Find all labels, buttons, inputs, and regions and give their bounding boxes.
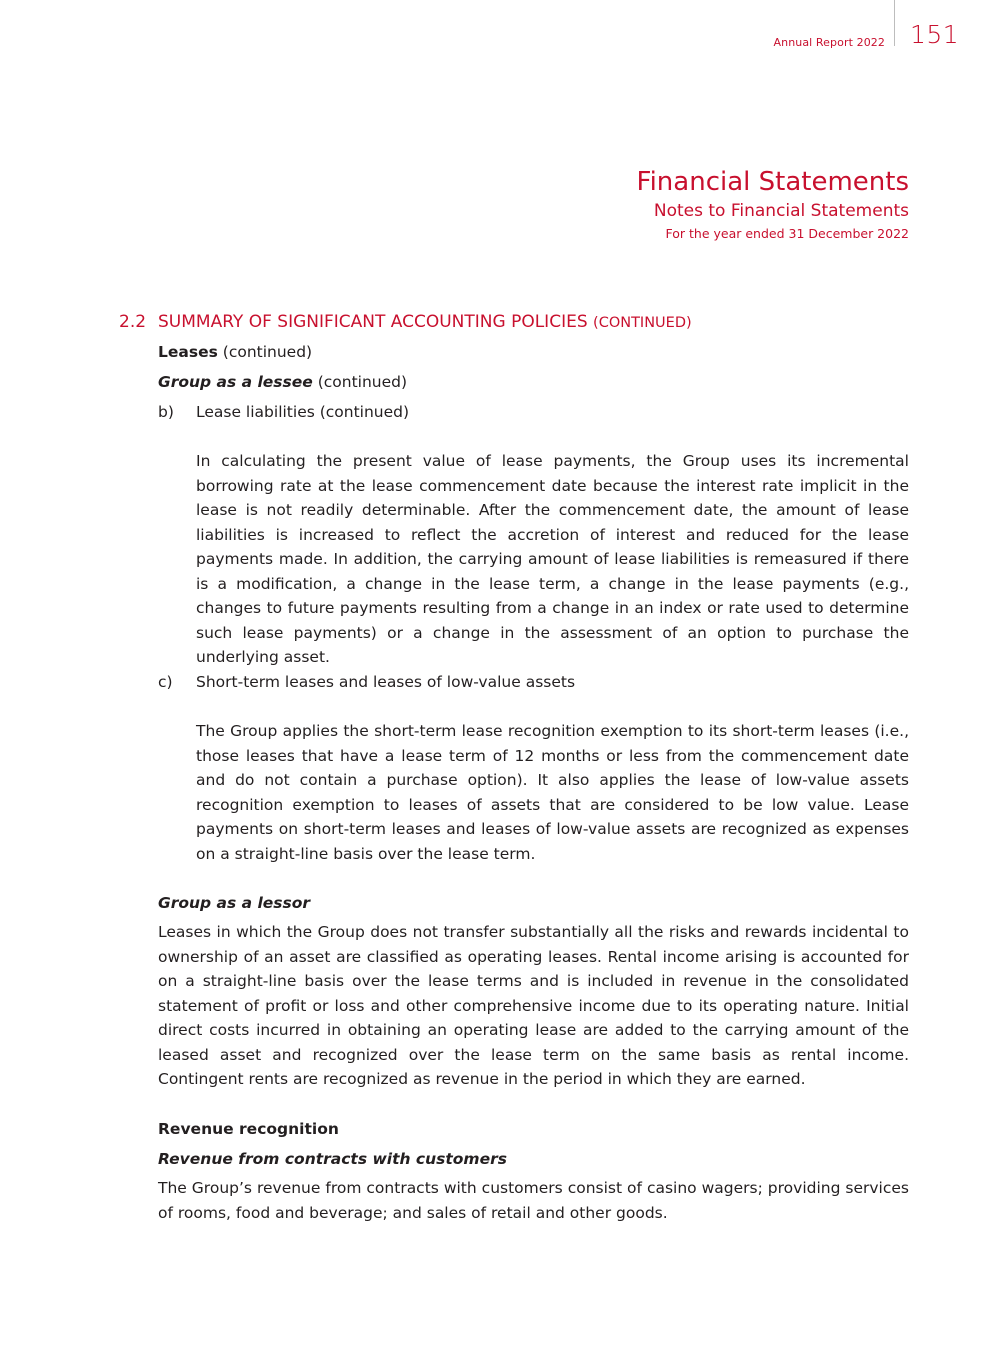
document-subtitle: Notes to Financial Statements [653, 201, 909, 221]
section-title: SUMMARY OF SIGNIFICANT ACCOUNTING POLICIES [158, 312, 588, 332]
report-label: Annual Report 2022 [773, 36, 885, 49]
header-divider [894, 0, 895, 46]
leases-heading-text: Leases [158, 343, 218, 361]
revenue-subheading: Revenue from contracts with customers [158, 1150, 507, 1168]
document-title: Financial Statements [636, 167, 909, 197]
lessor-paragraph: Leases in which the Group does not transfer substantially all the risks and rewards incidental to ownership of an asset are classified as operating leases. Rental income arising is accounted for on a straight-line basis over the lease terms and is included in revenue in the consolidated statement of profit or loss and other comprehensive income due to its operating nature. Initial direct costs incurred in obtaining an operating lease are added to the carrying amount of the leased asset and recognized over the lease term on the same basis as rental income. Contingent rents are recognized as revenue in the period in which they are earned. [158, 923, 909, 1088]
item-c-title: Short-term leases and leases of low-value assets [196, 673, 576, 691]
section-continued: (CONTINUED) [593, 315, 692, 331]
lessee-heading-text: Group as a lessee [158, 373, 313, 391]
short-term-leases-paragraph: The Group applies the short-term lease recognition exemption to its short-term leases (i.e., those leases that have a lease term of 12 months or less from the commencement date and do not contain a purchase option). It also applies the lease of low-value assets recognition exemption to leases of assets that are considered to be low value. Lease payments on short-term leases and leases of low-value assets are recognized as expenses on a straight-line basis over the lease term. [196, 722, 909, 863]
leases-heading [158, 340, 312, 364]
revenue-paragraph: The Group’s revenue from contracts with customers consist of casino wagers; providing services of rooms, food and beverage; and sales of retail and other goods. [158, 1179, 909, 1222]
title-block [637, 165, 909, 243]
section-number: 2.2 [119, 312, 147, 332]
leases-heading-suffix: (continued) [222, 343, 313, 361]
page-number: 151 [910, 20, 960, 49]
lease-liabilities-paragraph: In calculating the present value of lease payments, the Group uses its incremental borrowing rate at the lease commencement date because the interest rate implicit in the lease is not readily determinable. After the commencement date, the amount of lease liabilities is increased to reflect the accretion of interest and reduced for the lease payments made. In addition, the carrying amount of lease liabilities is remeasured if there is a modification, a change in the lease term, a change in the lease payments (e.g., changes to future payments resulting from a change in an index or rate used to determine such lease payments) or a change in the assessment of an option to purchase the underlying asset. [196, 452, 909, 666]
revenue-heading: Revenue recognition [158, 1120, 339, 1138]
lessor-heading: Group as a lessor [158, 894, 311, 912]
lessee-heading [158, 370, 407, 394]
section-heading [119, 310, 919, 335]
lessee-heading-suffix: (continued) [317, 373, 408, 391]
reporting-period: For the year ended 31 December 2022 [665, 226, 909, 241]
page-header [0, 0, 1006, 60]
item-b-marker: b) [158, 403, 174, 421]
item-b-title: Lease liabilities (continued) [196, 403, 410, 421]
item-c-marker: c) [158, 673, 173, 691]
